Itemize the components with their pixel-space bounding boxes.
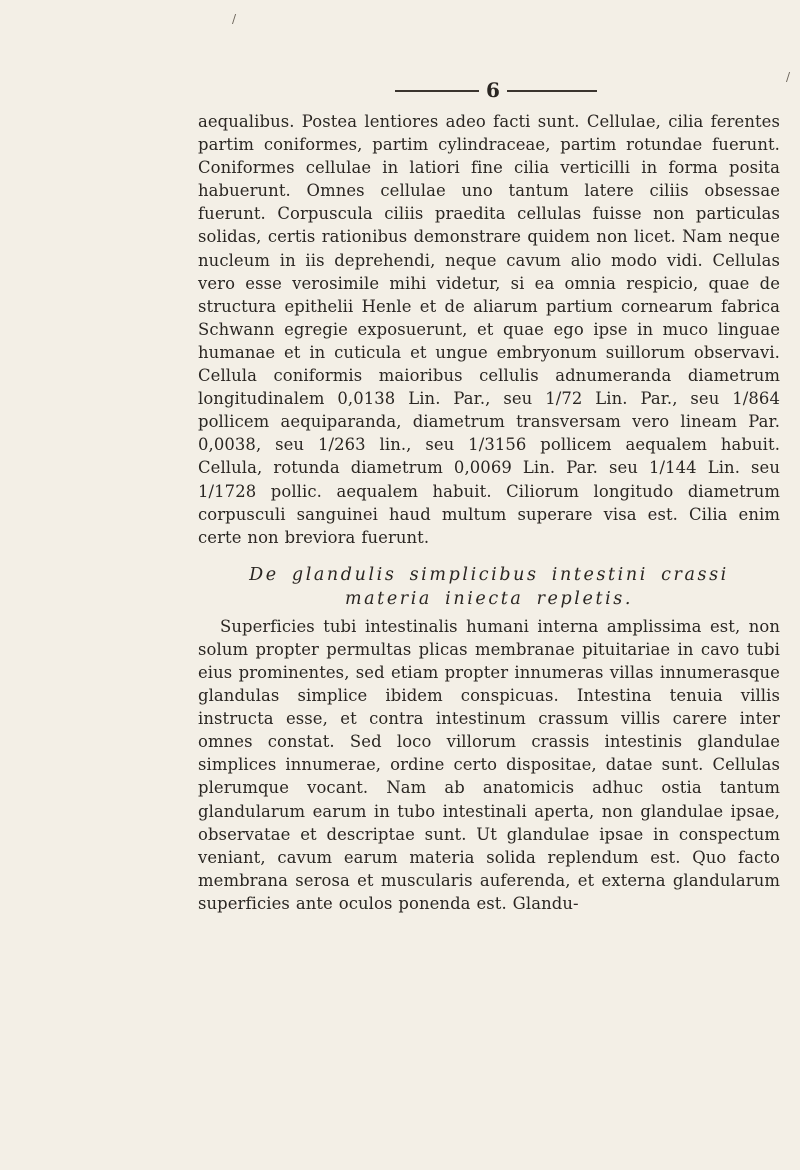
body-text — [198, 110, 780, 915]
section-heading: De glandulis simplicibus intestini crassi materia iniecta repletis. — [249, 564, 729, 609]
paragraph-superficies-tubi: Superficies tubi intestinalis humani interna amplissima est, non solum propter permultas plicas membranae pituitariae in cavo tubi eius prominentes, sed etiam propter innumeras villas innumerasque glandulas simplice ibidem conspicuas. Intestina tenuia villis instructa esse, et contra intestinum crassum villis carere inter omnes constat. Sed loco villorum crassis intestinis glandulae simplices innumerae, ordine certo dispositae, datae sunt. Cellulas plerumque vocant. Nam ab anatomicis adhuc ostia tantum glandularum earum in tubo intestinali aperta, non glandulae ipsae, observatae et descriptae sunt. Ut glandulae ipsae in conspectum veniant, cavum earum materia solida replendum est. Quo facto membrana serosa et muscularis auferenda, et externa glandularum superficies ante oculos ponenda est. Glandu- — [198, 616, 780, 913]
header-rule-left — [395, 90, 479, 92]
margin-mark-top-left: / — [232, 12, 237, 26]
paragraph-cellulae-cilia: aequalibus. Postea lentiores adeo facti sunt. Cellulae, cilia ferentes partim coniformes, partim cylindraceae, partim rotundae fuerunt. Coniformes cellulae in latiori fine cilia verticilli in forma posita habuerunt. Omnes cellulae uno tantum latere ciliis obsessae fuerunt. Corpuscula ciliis praedita cellulas fuisse non particulas solidas, certis rationibus demonstrare quidem non licet. Nam neque nucleum in iis deprehendi, neque cavum alio modo vidi. Cellulas vero esse verosimile mihi videtur, si ea omnia respicio, quae de structura epithelii Henle et de aliarum partium cornearum fabrica Schwann egregie exposuerunt, et quae ego ipse in muco linguae humanae et in cuticula et ungue embryonum suillorum observavi. Cellula coniformis maioribus cellulis adnumeranda diametrum longitudinalem 0,0138 Lin. Par., seu 1/72 Lin. Par., seu 1/864 pollicem aequiparanda, diametrum transversam vero lineam Par. 0,0038, seu 1/263 lin., seu 1/3156 pollicem aequalem habuit. Cellula, rotunda diametrum 0,0069 Lin. Par. seu 1/144 Lin. seu 1/1728 pollic. aequalem habuit. Ciliorum longitudo diametrum corpusculi sanguinei haud multum superare visa est. Cilia enim certe non breviora fuerunt. — [198, 112, 780, 547]
running-header — [395, 76, 615, 106]
header-rule-right — [507, 90, 597, 92]
margin-mark-top-right: / — [786, 70, 791, 84]
page-number: 6 — [486, 78, 500, 102]
